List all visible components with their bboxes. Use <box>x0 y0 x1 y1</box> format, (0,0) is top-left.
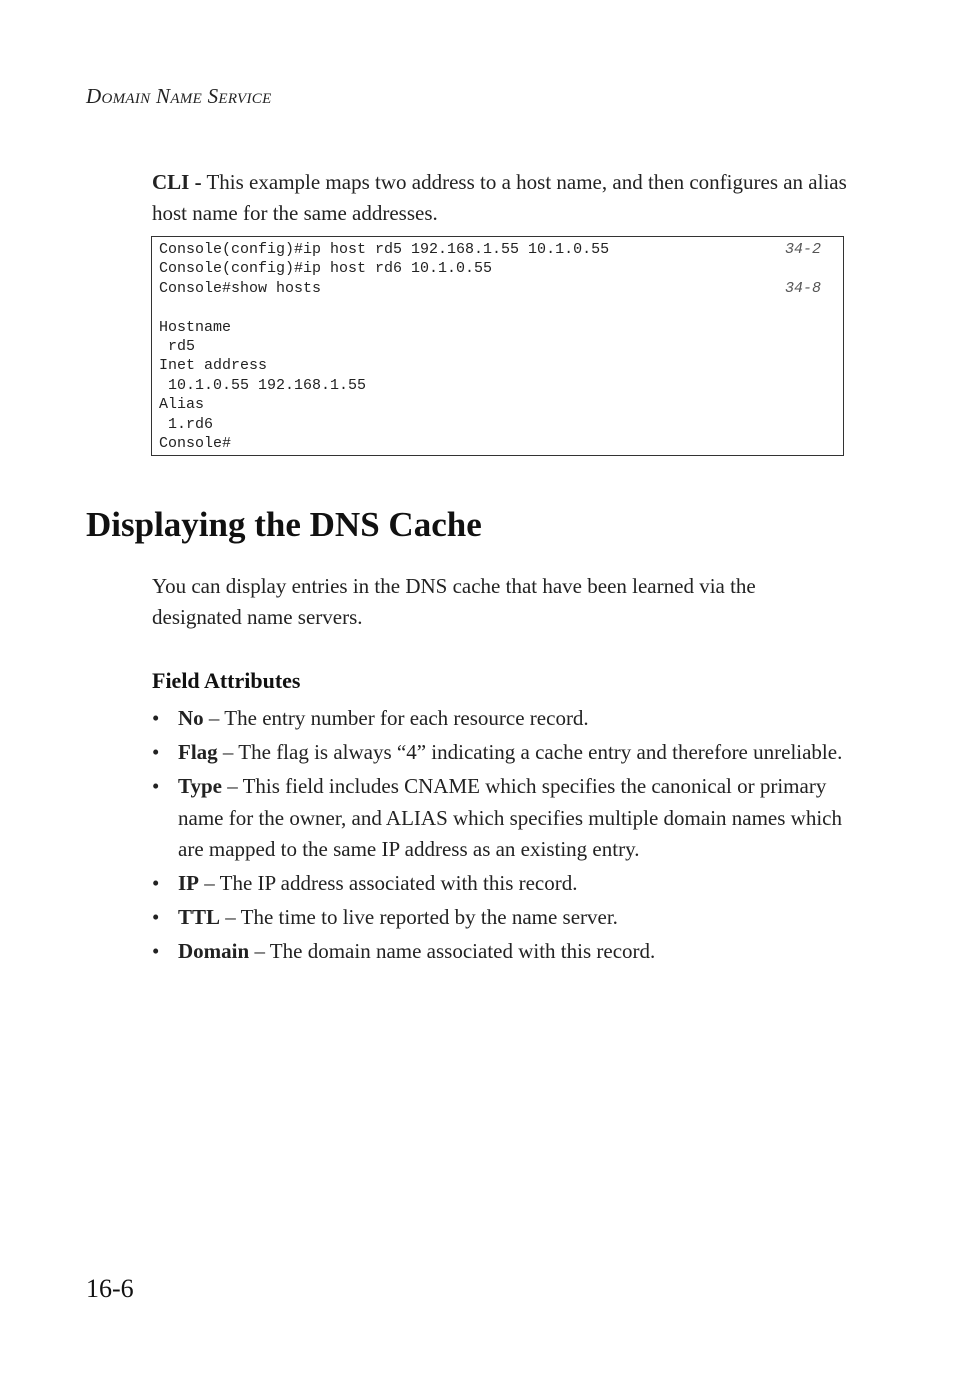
section-paragraph: You can display entries in the DNS cache that have been learned via the designated name servers. <box>152 574 756 629</box>
list-item <box>152 737 852 769</box>
field-term: No <box>178 706 204 730</box>
field-attributes-list <box>152 703 852 970</box>
code-line-text: Console#show hosts <box>159 279 322 297</box>
list-item <box>152 902 852 934</box>
list-item <box>152 936 852 968</box>
field-description: – The entry number for each resource record. <box>203 706 589 730</box>
field-description: – This field includes CNAME which specifies the canonical or primary name for the owner, and ALIAS which specifies multiple domain names which are mapped to the same IP address as an existing entry. <box>178 774 842 861</box>
code-line <box>159 376 843 395</box>
section-title: Displaying the DNS Cache <box>86 505 482 544</box>
code-line-text: rd5 <box>159 337 196 355</box>
running-head: Domain Name Service <box>86 84 272 108</box>
field-term: IP <box>178 871 199 895</box>
field-term: Domain <box>178 939 250 963</box>
code-line-text: Console# <box>159 434 232 452</box>
list-item <box>152 703 852 735</box>
field-description: – The IP address associated with this record. <box>199 871 578 895</box>
bullet-icon: • <box>152 871 160 895</box>
bullet-icon: • <box>152 905 160 929</box>
code-line-ref: 34-2 <box>784 241 821 258</box>
code-line <box>159 434 843 453</box>
cli-code-block <box>151 236 844 456</box>
code-line-text: Inet address <box>159 357 268 375</box>
code-line-text: Alias <box>159 396 205 414</box>
code-line-text: Hostname <box>159 318 232 336</box>
cli-intro <box>152 167 852 229</box>
field-attributes-title: Field Attributes <box>152 668 301 693</box>
code-line <box>159 415 843 434</box>
cli-intro-text: This example maps two address to a host name, and then configures an alias host name for the same addresses. <box>152 170 847 225</box>
page-number: 16-6 <box>86 1274 134 1303</box>
field-description: – The time to live reported by the name server. <box>220 905 618 929</box>
code-line-text: Console(config)#ip host rd6 10.1.0.55 <box>159 260 493 278</box>
bullet-icon: • <box>152 740 160 764</box>
code-line <box>159 318 843 337</box>
code-line <box>159 279 843 298</box>
code-line <box>159 298 843 317</box>
code-line <box>159 356 843 375</box>
bullet-icon: • <box>152 774 160 798</box>
field-description: – The flag is always “4” indicating a cache entry and therefore unreliable. <box>217 740 843 764</box>
code-line-text: 10.1.0.55 192.168.1.55 <box>159 376 367 394</box>
list-item <box>152 868 852 900</box>
code-line <box>159 240 843 259</box>
bullet-icon: • <box>152 706 160 730</box>
code-line <box>159 395 843 414</box>
code-line <box>159 259 843 278</box>
code-line <box>159 337 843 356</box>
field-term: Type <box>178 774 222 798</box>
bullet-icon: • <box>152 939 160 963</box>
list-item <box>152 771 852 866</box>
field-term: TTL <box>178 905 221 929</box>
field-term: Flag <box>178 740 218 764</box>
code-line-text: Console(config)#ip host rd5 192.168.1.55 10.1.0.55 <box>159 241 610 258</box>
code-line-ref: 34-8 <box>784 279 821 297</box>
cli-label: CLI - <box>152 170 202 194</box>
field-description: – The domain name associated with this record. <box>249 939 656 963</box>
code-line-text: 1.rd6 <box>159 415 214 433</box>
